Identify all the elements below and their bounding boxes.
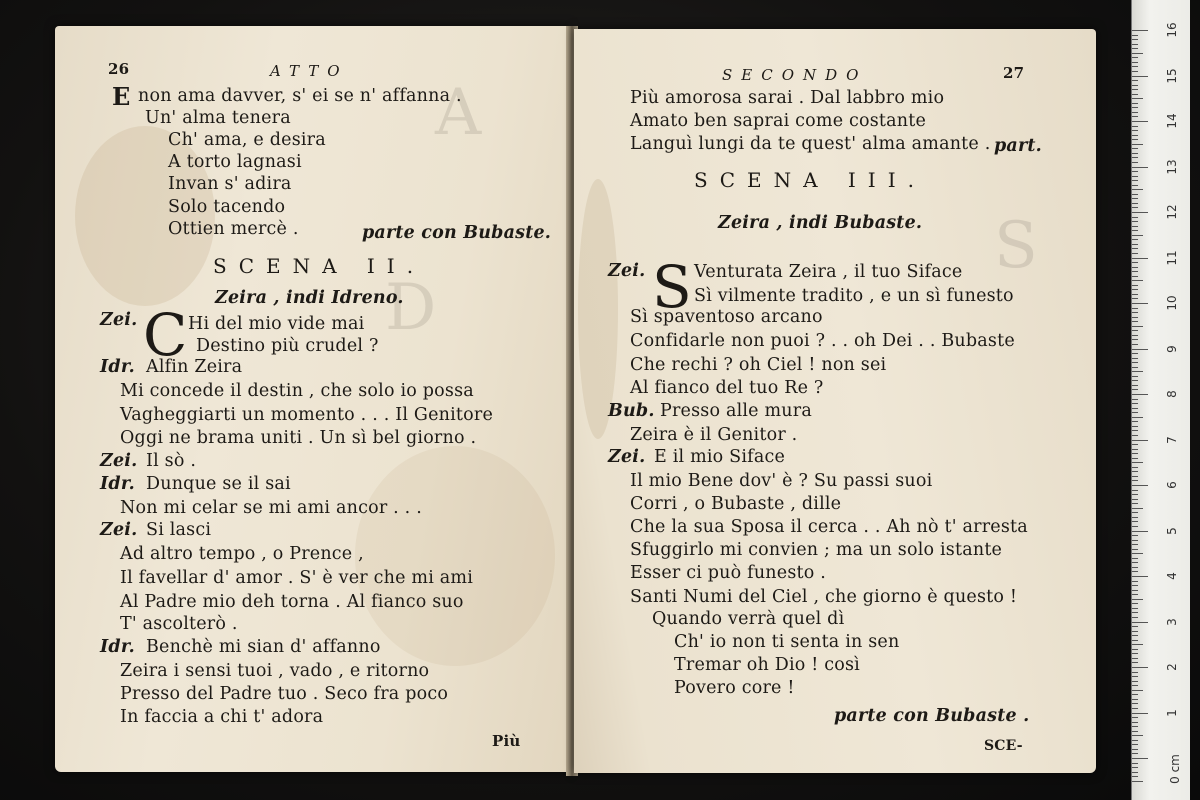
ruler-tick <box>1132 57 1138 58</box>
ruler-tick <box>1132 189 1143 190</box>
ruler-tick <box>1132 276 1138 277</box>
ruler-unit-label: 0 cm <box>1168 754 1182 784</box>
speaker-label: Zei. <box>100 451 138 471</box>
ruler-tick <box>1132 71 1138 72</box>
verse-line: Il sò . <box>146 451 197 471</box>
verse-line: Il mio Bene dov' è ? Su passi suoi <box>630 471 933 491</box>
ruler-tick <box>1132 203 1138 204</box>
ruler-tick <box>1132 326 1143 327</box>
ruler-tick <box>1132 740 1138 741</box>
ruler-tick <box>1132 694 1138 695</box>
ruler-tick <box>1132 176 1138 177</box>
ruler-tick <box>1132 430 1138 431</box>
ruler-tick <box>1132 603 1138 604</box>
speaker-label: Idr. <box>100 637 135 657</box>
ruler-tick <box>1132 676 1138 677</box>
ruler-tick <box>1132 503 1138 504</box>
verse-line: Sì spaventoso arcano <box>630 307 823 327</box>
ruler-tick <box>1132 139 1138 140</box>
ruler-tick <box>1132 735 1143 736</box>
ruler-tick <box>1132 535 1138 536</box>
ruler-tick <box>1132 549 1138 550</box>
ruler-tick <box>1132 376 1138 377</box>
stage-direction: parte con Bubaste . <box>834 706 1030 726</box>
ruler-tick <box>1132 62 1138 63</box>
ruler-tick <box>1132 230 1138 231</box>
ruler-tick <box>1132 53 1143 54</box>
ruler-tick <box>1132 781 1143 782</box>
verse-line: Che rechi ? oh Ciel ! non sei <box>630 355 887 375</box>
ruler-number: 13 <box>1165 158 1179 175</box>
ruler-tick <box>1132 494 1138 495</box>
ruler-tick <box>1132 722 1138 723</box>
bleed-through-text: S <box>994 209 1048 283</box>
ruler-tick <box>1132 408 1138 409</box>
ruler-tick <box>1132 399 1138 400</box>
ruler-tick <box>1132 672 1138 673</box>
verse-line: Confidarle non puoi ? . . oh Dei . . Bubaste <box>630 331 1015 351</box>
ruler-number: 4 <box>1165 572 1179 580</box>
ruler-tick <box>1132 485 1148 486</box>
running-head-left: ATTO <box>270 62 349 80</box>
ruler-number: 1 <box>1165 708 1179 717</box>
ruler-tick <box>1132 562 1138 563</box>
ruler-number: 14 <box>1165 113 1179 129</box>
verse-line: Venturata Zeira , il tuo Siface <box>694 262 963 282</box>
ruler-tick <box>1132 635 1138 636</box>
ruler-tick <box>1132 453 1138 454</box>
verse-line: A torto lagnasi <box>168 152 302 172</box>
verse-line: Corri , o Bubaste , dille <box>630 494 842 514</box>
ruler-tick <box>1132 444 1138 445</box>
ruler-tick <box>1132 631 1138 632</box>
verse-line: Invan s' adira <box>168 174 292 194</box>
ruler-tick <box>1132 594 1138 595</box>
ruler-tick <box>1132 640 1138 641</box>
ruler-tick <box>1132 581 1138 582</box>
verse-line: Tremar oh Dio ! così <box>674 655 860 675</box>
ruler-tick <box>1132 121 1148 122</box>
ruler-number: 3 <box>1165 617 1179 626</box>
ruler-tick <box>1132 617 1138 618</box>
scene-characters: Zeira , indi Bubaste. <box>718 213 923 233</box>
ruler-tick <box>1132 89 1138 90</box>
ruler-tick <box>1132 367 1138 368</box>
ruler-tick <box>1132 112 1138 113</box>
bleed-through-text: D <box>385 271 447 345</box>
ruler-tick <box>1132 658 1138 659</box>
catchword: SCE- <box>984 738 1023 754</box>
ruler-tick <box>1132 662 1138 663</box>
speaker-label: Zei. <box>100 310 138 330</box>
verse-line: Santi Numi del Ciel , che giorno è questo ! <box>630 587 1018 607</box>
verse-line: Al fianco del tuo Re ? <box>630 378 824 398</box>
scene-title: SCENA III. <box>694 168 926 192</box>
ruler-tick <box>1132 467 1138 468</box>
ruler-tick <box>1132 521 1138 522</box>
ruler-tick <box>1132 239 1138 240</box>
verse-line: Sfuggirlo mi convien ; ma un solo istante <box>630 540 1003 560</box>
verse-line: Languì lungi da te quest' alma amante . <box>630 134 991 154</box>
ruler-number: 16 <box>1165 22 1179 38</box>
stage-direction: parte con Bubaste. <box>362 223 552 243</box>
measuring-ruler <box>1131 0 1190 800</box>
paper-stain <box>355 446 555 666</box>
initial-letter: E <box>112 82 131 111</box>
verse-line: In faccia a chi t' adora <box>120 707 324 727</box>
ruler-tick <box>1132 449 1138 450</box>
ruler-tick <box>1132 471 1138 472</box>
ruler-tick <box>1132 30 1148 31</box>
ruler-tick <box>1132 280 1143 281</box>
speaker-label: Bub. <box>608 401 655 421</box>
ruler-tick <box>1132 303 1148 304</box>
ruler-tick <box>1132 126 1138 127</box>
ruler-number: 8 <box>1165 390 1179 398</box>
drop-cap: C <box>143 301 188 369</box>
ruler-tick <box>1132 66 1138 67</box>
ruler-tick <box>1132 35 1138 36</box>
verse-line: Presso del Padre tuo . Seco fra poco <box>120 684 449 704</box>
ruler-tick <box>1132 167 1148 168</box>
ruler-tick <box>1132 417 1143 418</box>
ruler-tick <box>1132 194 1138 195</box>
verse-line: Povero core ! <box>674 678 795 698</box>
verse-line: Esser ci può funesto . <box>630 563 827 583</box>
verse-line: Solo tacendo <box>168 197 286 217</box>
ruler-tick <box>1132 531 1148 532</box>
speaker-label: Zei. <box>608 447 646 467</box>
ruler-tick <box>1132 116 1138 117</box>
ruler-tick <box>1132 508 1143 509</box>
ruler-tick <box>1132 271 1138 272</box>
verse-line: Più amorosa sarai . Dal labbro mio <box>630 88 945 108</box>
verse-line: Hi del mio vide mai <box>188 314 365 334</box>
ruler-tick <box>1132 258 1148 259</box>
ruler-number: 9 <box>1165 344 1179 353</box>
ruler-tick <box>1132 744 1138 745</box>
ruler-tick <box>1132 681 1138 682</box>
ruler-tick <box>1132 235 1143 236</box>
ruler-tick <box>1132 571 1138 572</box>
ruler-tick <box>1132 622 1148 623</box>
verse-line: Presso alle mura <box>660 401 812 421</box>
ruler-tick <box>1132 389 1138 390</box>
ruler-tick <box>1132 312 1138 313</box>
ruler-tick <box>1132 690 1143 691</box>
ruler-tick <box>1132 226 1138 227</box>
ruler-tick <box>1132 162 1138 163</box>
verse-line: Vagheggiarti un momento . . . Il Genitore <box>120 405 494 425</box>
ruler-tick <box>1132 39 1138 40</box>
verse-line: non ama davver, s' ei se n' affanna . <box>138 86 462 106</box>
ruler-tick <box>1132 699 1138 700</box>
verse-line: Un' alma tenera <box>145 108 291 128</box>
verse-line: Destino più crudel ? <box>196 336 379 356</box>
speaker-label: Zei. <box>608 261 646 281</box>
ruler-tick <box>1132 358 1138 359</box>
ruler-tick <box>1132 426 1138 427</box>
ruler-tick <box>1132 612 1138 613</box>
ruler-tick <box>1132 362 1138 363</box>
ruler-tick <box>1132 490 1138 491</box>
ruler-tick <box>1132 763 1138 764</box>
ruler-tick <box>1132 599 1143 600</box>
ruler-number: 6 <box>1165 481 1179 489</box>
ruler-tick <box>1132 76 1148 77</box>
verse-line: Zeira è il Genitor . <box>630 425 798 445</box>
ruler-tick <box>1132 499 1138 500</box>
ruler-tick <box>1132 262 1138 263</box>
verse-line: Non mi celar se mi ami ancor . . . <box>120 498 422 518</box>
ruler-tick <box>1132 412 1138 413</box>
ruler-tick <box>1132 385 1138 386</box>
ruler-tick <box>1132 512 1138 513</box>
ruler-tick <box>1132 726 1138 727</box>
ruler-tick <box>1132 403 1138 404</box>
ruler-tick <box>1132 298 1138 299</box>
verse-line: Amato ben saprai come costante <box>630 111 927 131</box>
ruler-tick <box>1132 335 1138 336</box>
verse-line: Alfin Zeira <box>146 357 243 377</box>
ruler-tick <box>1132 344 1138 345</box>
ruler-tick <box>1132 212 1148 213</box>
ruler-tick <box>1132 626 1138 627</box>
ruler-tick <box>1132 553 1143 554</box>
verse-line: Al Padre mio deh torna . Al fianco suo <box>120 592 464 612</box>
ruler-tick <box>1132 321 1138 322</box>
stage-direction: part. <box>994 136 1042 156</box>
ruler-tick <box>1132 526 1138 527</box>
verse-line: E il mio Siface <box>654 447 786 467</box>
ruler-tick <box>1132 776 1138 777</box>
verse-line: Mi concede il destin , che solo io possa <box>120 381 474 401</box>
ruler-tick <box>1132 289 1138 290</box>
running-head-right: SECONDO <box>722 66 868 84</box>
ruler-tick <box>1132 180 1138 181</box>
ruler-tick <box>1132 103 1138 104</box>
ruler-tick <box>1132 703 1138 704</box>
verse-line: Benchè mi sian d' affanno <box>146 637 381 657</box>
ruler-tick <box>1132 458 1138 459</box>
speaker-label: Idr. <box>100 357 135 377</box>
verse-line: Ottien mercè . <box>168 219 299 239</box>
ruler-tick <box>1132 221 1138 222</box>
verse-line: Ch' io non ti senta in sen <box>674 632 900 652</box>
verse-line: T' ascolterò . <box>120 614 238 634</box>
ruler-tick <box>1132 558 1138 559</box>
ruler-tick <box>1132 480 1138 481</box>
verse-line: Ad altro tempo , o Prence , <box>120 544 364 564</box>
ruler-tick <box>1132 540 1138 541</box>
ruler-tick <box>1132 80 1138 81</box>
ruler-tick <box>1132 758 1148 759</box>
speaker-label: Idr. <box>100 474 135 494</box>
ruler-tick <box>1132 144 1143 145</box>
ruler-tick <box>1132 308 1138 309</box>
ruler-tick <box>1132 135 1138 136</box>
ruler-tick <box>1132 285 1138 286</box>
ruler-number: 2 <box>1165 663 1179 671</box>
catchword: Più <box>492 732 521 750</box>
ruler-tick <box>1132 585 1138 586</box>
ruler-tick <box>1132 767 1138 768</box>
ruler-tick <box>1132 330 1138 331</box>
ruler-tick <box>1132 713 1148 714</box>
ruler-tick <box>1132 153 1138 154</box>
ruler-tick <box>1132 667 1148 668</box>
ruler-number: 12 <box>1165 204 1179 220</box>
ruler-number: 7 <box>1165 435 1179 444</box>
ruler-tick <box>1132 394 1148 395</box>
ruler-tick <box>1132 317 1138 318</box>
ruler-tick <box>1132 380 1138 381</box>
ruler-tick <box>1132 567 1138 568</box>
ruler-tick <box>1132 44 1138 45</box>
ruler-tick <box>1132 608 1138 609</box>
ruler-tick <box>1132 157 1138 158</box>
verse-line: Oggi ne brama uniti . Un sì bel giorno . <box>120 428 477 448</box>
verse-line: Che la sua Sposa il cerca . . Ah nò t' arresta <box>630 517 1028 537</box>
verse-line: Si lasci <box>146 520 212 540</box>
ruler-tick <box>1132 185 1138 186</box>
ruler-tick <box>1132 148 1138 149</box>
ruler-tick <box>1132 171 1138 172</box>
ruler-tick <box>1132 749 1138 750</box>
verse-line: Ch' ama, e desira <box>168 130 326 150</box>
ruler-tick <box>1132 253 1138 254</box>
ruler-tick <box>1132 198 1138 199</box>
ruler-number: 10 <box>1165 295 1179 311</box>
ruler-tick <box>1132 649 1138 650</box>
ruler-tick <box>1132 85 1138 86</box>
verse-line: Il favellar d' amor . S' è ver che mi ami <box>120 568 473 588</box>
ruler-tick <box>1132 731 1138 732</box>
ruler-tick <box>1132 94 1138 95</box>
ruler-tick <box>1132 753 1138 754</box>
ruler-tick <box>1132 421 1138 422</box>
ruler-tick <box>1132 107 1138 108</box>
ruler-tick <box>1132 130 1138 131</box>
verse-line: Zeira i sensi tuoi , vado , e ritorno <box>120 661 430 681</box>
ruler-number: 15 <box>1165 67 1179 84</box>
ruler-tick <box>1132 217 1138 218</box>
ruler-tick <box>1132 98 1143 99</box>
ruler-tick <box>1132 294 1138 295</box>
ruler-tick <box>1132 772 1138 773</box>
ruler-tick <box>1132 267 1138 268</box>
verse-line: Quando verrà quel dì <box>652 609 845 629</box>
ruler-tick <box>1132 717 1138 718</box>
ruler-tick <box>1132 462 1143 463</box>
ruler-tick <box>1132 435 1138 436</box>
ruler-number: 5 <box>1165 526 1179 535</box>
ruler-tick <box>1132 48 1138 49</box>
speaker-label: Zei. <box>100 520 138 540</box>
ruler-tick <box>1132 353 1138 354</box>
page-number-right: 27 <box>1003 64 1025 82</box>
ruler-tick <box>1132 476 1138 477</box>
ruler-tick <box>1132 517 1138 518</box>
scene-characters: Zeira , indi Idreno. <box>215 288 404 308</box>
ruler-tick <box>1132 339 1138 340</box>
ruler-tick <box>1132 349 1148 350</box>
page-number-left: 26 <box>108 60 130 78</box>
ruler-tick <box>1132 248 1138 249</box>
bleed-through-text: A <box>435 76 492 150</box>
drop-cap: S <box>652 253 692 321</box>
ruler-tick <box>1132 244 1138 245</box>
ruler-tick <box>1132 708 1138 709</box>
ruler-tick <box>1132 440 1148 441</box>
paper-stain <box>578 179 618 439</box>
ruler-tick <box>1132 653 1138 654</box>
ruler-tick <box>1132 371 1143 372</box>
ruler-tick <box>1132 685 1138 686</box>
ruler-tick <box>1132 590 1138 591</box>
verse-line: Sì vilmente tradito , e un sì funesto <box>694 286 1014 306</box>
ruler-tick <box>1132 207 1138 208</box>
scene-title: SCENA II. <box>213 254 426 278</box>
verse-line: Dunque se il sai <box>146 474 291 494</box>
ruler-tick <box>1132 644 1143 645</box>
ruler-tick <box>1132 576 1148 577</box>
ruler-number: 11 <box>1165 249 1179 266</box>
ruler-tick <box>1132 544 1138 545</box>
